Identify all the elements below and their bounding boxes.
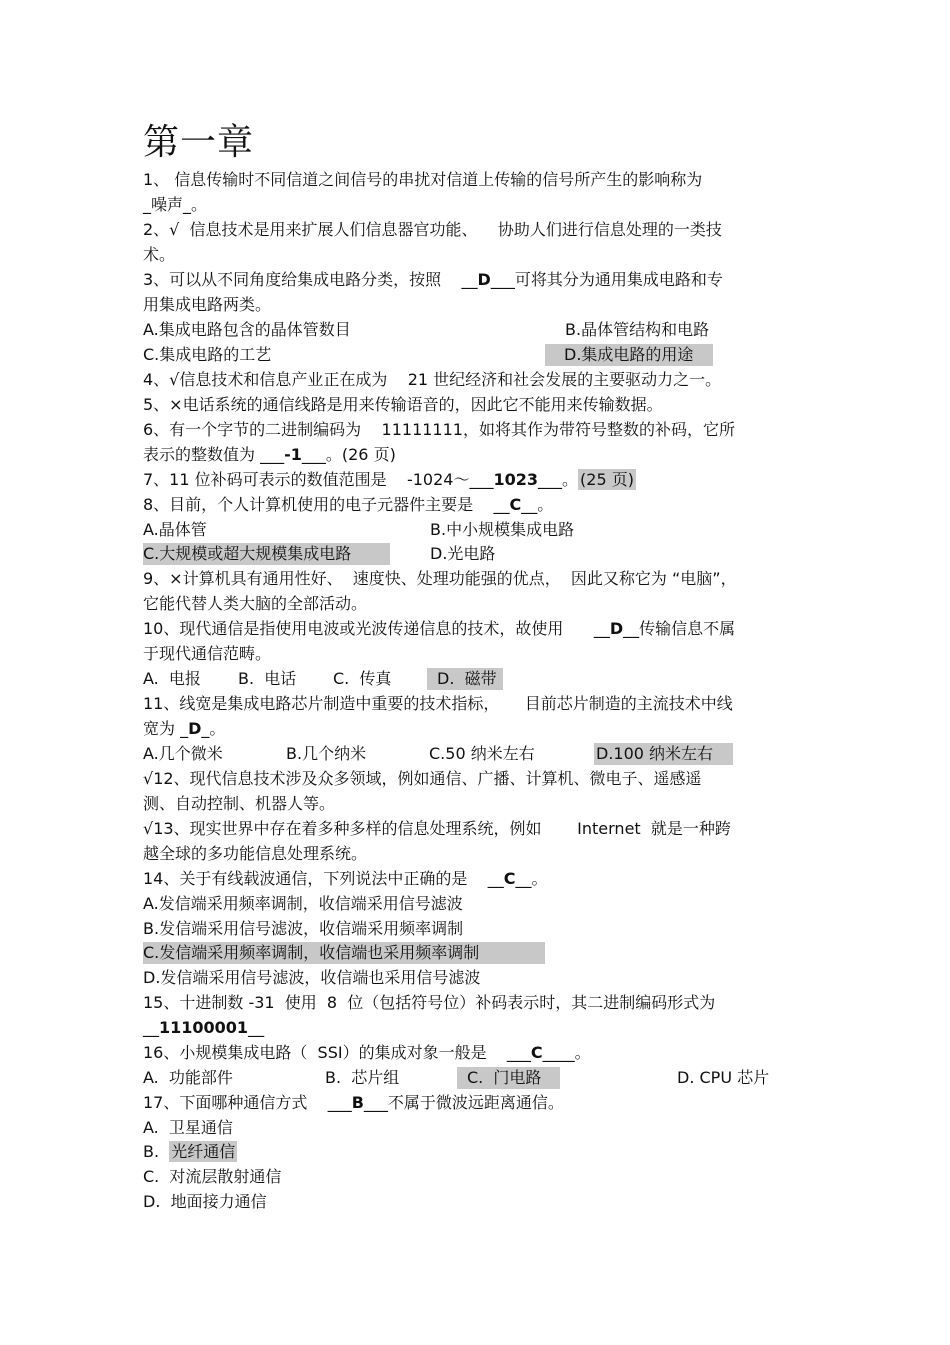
question-7-page-ref: (25 页) bbox=[580, 470, 634, 489]
question-6-answer: -1 bbox=[284, 445, 302, 464]
question-6-line-2 bbox=[143, 444, 396, 466]
question-8-option-a: A.晶体管 bbox=[143, 520, 207, 539]
question-10-line-1 bbox=[143, 618, 735, 640]
question-11-suffix: _。 bbox=[201, 719, 226, 738]
question-11-line-2 bbox=[143, 718, 225, 740]
question-16-prefix: 16、小规模集成电路（ SSI）的集成对象一般是 ___ bbox=[143, 1043, 531, 1062]
question-17-prefix: 17、下面哪种通信方式 ___ bbox=[143, 1093, 352, 1112]
question-4: 4、√信息技术和信息产业正在成为 21 世纪经济和社会发展的主要驱动力之一。 bbox=[143, 370, 722, 389]
question-16-option-c-highlighted: C. 门电路 bbox=[457, 1067, 560, 1089]
question-16-line-1 bbox=[143, 1042, 591, 1064]
question-12-line-1: √12、现代信息技术涉及众多领域，例如通信、广播、计算机、微电子、遥感遥 bbox=[143, 769, 702, 788]
question-3-option-d-highlighted: D.集成电路的用途 bbox=[545, 344, 713, 366]
question-3-prefix: 3、可以从不同角度给集成电路分类，按照 __ bbox=[143, 270, 478, 289]
question-8-suffix: __。 bbox=[521, 495, 554, 514]
question-7 bbox=[143, 469, 636, 491]
question-7-prefix: 7、11 位补码可表示的数值范围是 -1024～___ bbox=[143, 470, 494, 489]
question-8-option-c-highlighted: C.大规模或超大规模集成电路 bbox=[143, 543, 390, 565]
question-7-answer: 1023 bbox=[493, 470, 538, 489]
question-14-suffix: __。 bbox=[515, 869, 548, 888]
question-8-prefix: 8、目前，个人计算机使用的电子元器件主要是 __ bbox=[143, 495, 510, 514]
question-9-line-1: 9、×计算机具有通用性好、 速度快、处理功能强的优点， 因此又称它为 “电脑”， bbox=[143, 569, 737, 588]
question-14-prefix: 14、关于有线载波通信，下列说法中正确的是 __ bbox=[143, 869, 504, 888]
question-15-line-2 bbox=[143, 1017, 264, 1039]
question-3-option-b: B.晶体管结构和电路 bbox=[565, 320, 710, 339]
question-9-line-2: 它能代替人类大脑的全部活动。 bbox=[143, 594, 368, 613]
question-16-option-d: D. CPU 芯片 bbox=[677, 1068, 770, 1087]
question-17-option-b-highlighted: 光纤通信 bbox=[171, 1142, 236, 1161]
question-10-prefix: 10、现代通信是指使用电波或光波传递信息的技术，故使用 __ bbox=[143, 619, 610, 638]
question-14-answer: C bbox=[503, 869, 516, 888]
question-11-answer: D bbox=[188, 719, 202, 738]
question-7-suffix: ___。 bbox=[538, 470, 579, 489]
question-15-line-1: 15、十进制数 -31 使用 8 位（包括符号位）补码表示时，其二进制编码形式为 bbox=[143, 993, 716, 1012]
question-16-option-b: B. 芯片组 bbox=[325, 1068, 400, 1087]
question-15-answer: 11100001 bbox=[159, 1018, 249, 1037]
question-14-option-c-highlighted: C.发信端采用频率调制，收信端也采用频率调制 bbox=[143, 942, 545, 964]
question-17-option-b-label: B. bbox=[143, 1142, 170, 1161]
question-14-line-1 bbox=[143, 868, 547, 890]
question-10-option-b: B. 电话 bbox=[238, 669, 297, 688]
question-10-answer: D bbox=[609, 619, 624, 638]
question-1-line-1: 1、 信息传输时不同信道之间信号的串扰对信道上传输的信号所产生的影响称为 bbox=[143, 170, 703, 189]
question-14-option-b: B.发信端采用信号滤波，收信端采用频率调制 bbox=[143, 919, 464, 938]
question-16-answer: C bbox=[530, 1043, 543, 1062]
question-11-option-d-highlighted: D.100 纳米左右 bbox=[594, 743, 733, 765]
question-6-suffix: ___。(26 页) bbox=[301, 445, 396, 464]
question-17-option-a: A. 卫星通信 bbox=[143, 1118, 233, 1137]
question-10-option-c: C. 传真 bbox=[333, 669, 392, 688]
question-3-option-c: C.集成电路的工艺 bbox=[143, 345, 272, 364]
question-17-option-d: D. 地面接力通信 bbox=[143, 1192, 267, 1211]
question-16-option-a: A. 功能部件 bbox=[143, 1068, 233, 1087]
question-5: 5、×电话系统的通信线路是用来传输语音的，因此它不能用来传输数据。 bbox=[143, 395, 663, 414]
chapter-title: 第一章 bbox=[143, 122, 255, 163]
question-6-line-1: 6、有一个字节的二进制编码为 11111111，如将其作为带符号整数的补码，它所 bbox=[143, 420, 735, 439]
question-3-suffix: ___可将其分为通用集成电路和专 bbox=[490, 270, 723, 289]
question-10-option-a: A. 电报 bbox=[143, 669, 201, 688]
question-2-line-1: 2、√ 信息技术是用来扩展人们信息器官功能、 协助人们进行信息处理的一类技 bbox=[143, 220, 722, 239]
question-11-option-b: B.几个纳米 bbox=[286, 744, 367, 763]
question-8-option-b: B.中小规模集成电路 bbox=[430, 520, 575, 539]
question-3-line-1 bbox=[143, 269, 723, 291]
question-10-line-2: 于现代通信范畴。 bbox=[143, 644, 272, 663]
question-15-prefix: __ bbox=[143, 1018, 159, 1037]
question-11-line-1: 11、线宽是集成电路芯片制造中重要的技术指标， 目前芯片制造的主流技术中线 bbox=[143, 694, 733, 713]
question-12-line-2: 测、自动控制、机器人等。 bbox=[143, 794, 336, 813]
question-8-line-1 bbox=[143, 494, 553, 516]
question-10-option-d-highlighted: D. 磁带 bbox=[427, 668, 503, 690]
question-3-answer: D bbox=[477, 270, 491, 289]
question-11-option-a: A.几个微米 bbox=[143, 744, 223, 763]
question-17-answer: B bbox=[351, 1093, 364, 1112]
question-17-option-b bbox=[143, 1141, 237, 1163]
question-8-option-d: D.光电路 bbox=[430, 544, 496, 563]
question-17-line-1 bbox=[143, 1092, 564, 1114]
question-13-line-2: 越全球的多功能信息处理系统。 bbox=[143, 844, 368, 863]
question-2-line-2: 术。 bbox=[143, 245, 176, 264]
question-3-line-2: 用集成电路两类。 bbox=[143, 295, 272, 314]
question-15-suffix: __ bbox=[248, 1018, 265, 1037]
question-17-suffix: ___不属于微波远距离通信。 bbox=[363, 1093, 564, 1112]
question-3-option-a: A.集成电路包含的晶体管数目 bbox=[143, 320, 351, 339]
question-14-option-d: D.发信端采用信号滤波，收信端也采用信号滤波 bbox=[143, 968, 481, 987]
question-13-line-1: √13、现实世界中存在着多种多样的信息处理系统，例如 Internet 就是一种跨 bbox=[143, 819, 731, 838]
question-11-prefix: 宽为 _ bbox=[143, 719, 189, 738]
question-11-option-c: C.50 纳米左右 bbox=[429, 744, 535, 763]
question-8-answer: C bbox=[509, 495, 522, 514]
question-16-suffix: ____。 bbox=[542, 1043, 591, 1062]
question-14-option-a: A.发信端采用频率调制，收信端采用信号滤波 bbox=[143, 894, 463, 913]
question-17-option-c: C. 对流层散射通信 bbox=[143, 1167, 282, 1186]
question-10-suffix: __传输信息不属 bbox=[623, 619, 736, 638]
question-1-line-2: _噪声_。 bbox=[143, 195, 208, 214]
question-6-prefix: 表示的整数值为 ___ bbox=[143, 445, 285, 464]
